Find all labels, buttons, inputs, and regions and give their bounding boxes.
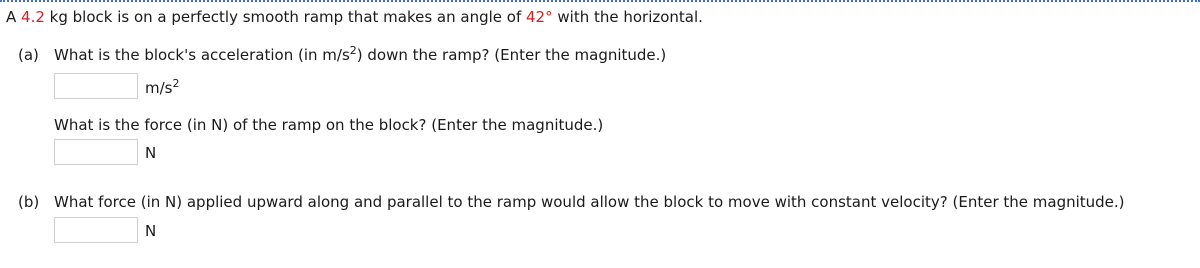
- top-dotted-border: [0, 0, 1200, 2]
- acceleration-unit: [145, 78, 179, 98]
- part-b-label: (b): [18, 193, 40, 211]
- question-text-end: ) down the ramp? (Enter the magnitude.): [356, 46, 667, 64]
- part-b-question-applied-force: What force (in N) applied upward along and parallel to the ramp would allow the block to move with constant velocity? (Enter the magnitude.): [54, 193, 1125, 211]
- normal-force-answer-input[interactable]: [54, 139, 138, 165]
- question-exponent: 2: [349, 44, 357, 57]
- angle-value: 42°: [526, 8, 553, 26]
- acceleration-answer-input[interactable]: [54, 73, 138, 99]
- part-a-question-normal-force: What is the force (in N) of the ramp on the block? (Enter the magnitude.): [54, 116, 604, 134]
- normal-force-unit: N: [145, 144, 157, 162]
- part-a-label: (a): [18, 46, 39, 64]
- problem-statement: [6, 7, 703, 27]
- part-a-question-acceleration: [54, 45, 666, 65]
- unit-base: m/s: [145, 79, 173, 97]
- intro-prefix: A: [6, 8, 22, 26]
- question-text-start: What is the block's acceleration (in m/s: [54, 46, 350, 64]
- applied-force-unit: N: [145, 222, 157, 240]
- intro-suffix: with the horizontal.: [552, 8, 703, 26]
- intro-mid: kg block is on a perfectly smooth ramp that makes an angle of: [44, 8, 527, 26]
- applied-force-answer-input[interactable]: [54, 217, 138, 243]
- mass-value: 4.2: [21, 8, 45, 26]
- unit-exponent: 2: [172, 77, 180, 90]
